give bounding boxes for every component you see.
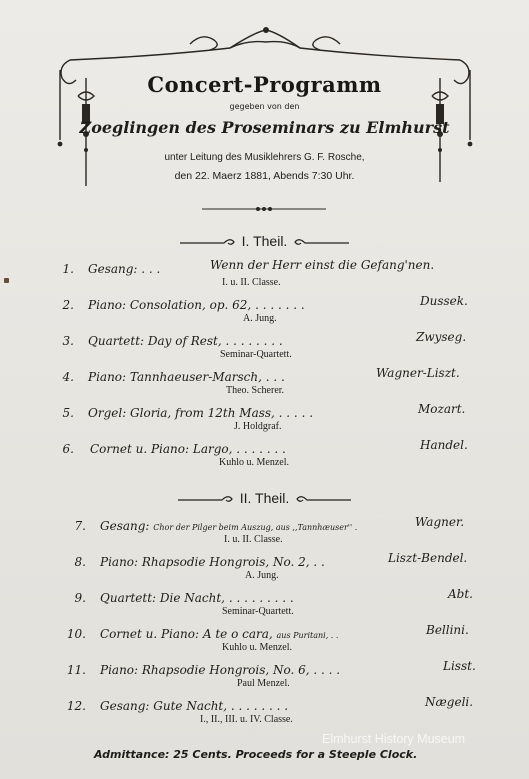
part-two-heading	[0, 490, 529, 506]
swirl-right-icon	[293, 494, 353, 504]
program-item	[0, 438, 529, 478]
program-item	[0, 294, 529, 334]
item-performer: Theo. Scherer.	[226, 385, 285, 396]
item-piece: Cornet u. Piano: Largo, . . . . . . .	[90, 442, 286, 456]
item-number: 3.	[62, 334, 74, 348]
item-number: 4.	[62, 370, 74, 384]
part-one-label: I. Theil.	[241, 233, 288, 249]
program-item	[0, 551, 529, 591]
part-one-heading	[0, 233, 529, 249]
item-composer: Nægeli.	[425, 695, 474, 709]
part-two-label: II. Theil.	[239, 490, 290, 506]
item-performer: A. Jung.	[243, 313, 277, 324]
item-performer: Seminar-Quartett.	[222, 606, 294, 617]
item-piece-detail: Chor der Pilger beim Auszug, aus ,,Tannhæuser'' .	[153, 523, 358, 532]
item-performer: I., II., III. u. IV. Classe.	[200, 714, 293, 725]
item-piece-title: Cornet u. Piano: A te o cara,	[100, 627, 273, 641]
item-number: 1.	[62, 262, 74, 276]
item-performer: I. u. II. Classe.	[222, 277, 281, 288]
item-piece: Piano: Consolation, op. 62, . . . . . . .	[88, 298, 305, 312]
admittance-footer: Admittance: 25 Cents. Proceeds for a Steeple Clock.	[94, 748, 418, 761]
item-composer: Wagner-Liszt.	[376, 366, 460, 380]
item-composer: Bellini.	[426, 623, 469, 637]
item-piece	[100, 627, 338, 641]
item-number: 2.	[62, 298, 74, 312]
item-piece-title: Gesang:	[100, 519, 150, 533]
program-item	[0, 258, 529, 298]
item-performer: A. Jung.	[245, 570, 279, 581]
header-divider	[202, 206, 326, 212]
item-composer: Lisst.	[443, 659, 476, 673]
item-composer: Mozart.	[418, 402, 466, 416]
item-piece	[100, 519, 357, 533]
item-piece: Piano: Tannhaeuser-Marsch, . . .	[88, 370, 285, 384]
item-composer: Dussek.	[420, 294, 468, 308]
program-item	[0, 695, 529, 735]
swirl-right-icon	[291, 237, 351, 247]
item-number: 8.	[74, 555, 86, 569]
item-performer: Paul Menzel.	[237, 678, 290, 689]
item-composer: Wenn der Herr einst die Gefang'nen.	[210, 258, 435, 272]
given-by-line: gegeben von den	[229, 102, 300, 111]
program-item	[0, 330, 529, 370]
item-piece-detail: aus Puritani, . .	[276, 631, 339, 640]
item-piece: Piano: Rhapsodie Hongrois, No. 6, . . . .	[100, 663, 341, 677]
item-composer: Handel.	[420, 438, 468, 452]
item-piece: Orgel: Gloria, from 12th Mass, . . . . .	[88, 406, 314, 420]
program-item	[0, 587, 529, 627]
item-piece: Quartett: Day of Rest, . . . . . . . .	[88, 334, 283, 348]
program-item	[0, 366, 529, 406]
item-number: 6.	[62, 442, 74, 456]
program-item	[0, 623, 529, 663]
paper-stain	[4, 278, 9, 283]
item-composer: Wagner.	[415, 515, 465, 529]
pupils-line: Zoeglingen des Proseminars zu Elmhurst	[79, 118, 450, 137]
item-piece: Gesang: Gute Nacht, . . . . . . . .	[100, 699, 289, 713]
item-performer: Seminar-Quartett.	[220, 349, 292, 360]
item-piece: Piano: Rhapsodie Hongrois, No. 2, . .	[100, 555, 325, 569]
item-number: 7.	[74, 519, 86, 533]
program-title: Concert-Programm	[147, 72, 382, 97]
program-item	[0, 515, 529, 555]
direction-line: unter Leitung des Musiklehrers G. F. Rosche,	[164, 152, 365, 163]
swirl-left-icon	[178, 237, 238, 247]
program-item	[0, 659, 529, 699]
item-performer: J. Holdgraf.	[234, 421, 282, 432]
item-performer: Kuhlo u. Menzel.	[219, 457, 289, 468]
date-line: den 22. Maerz 1881, Abends 7:30 Uhr.	[174, 170, 355, 182]
item-number: 11.	[66, 663, 86, 677]
program-item	[0, 402, 529, 442]
item-number: 5.	[62, 406, 74, 420]
item-composer: Abt.	[448, 587, 473, 601]
item-number: 12.	[66, 699, 86, 713]
item-piece: Quartett: Die Nacht, . . . . . . . . .	[100, 591, 294, 605]
item-piece: Gesang: . . .	[88, 262, 161, 276]
swirl-left-icon	[176, 494, 236, 504]
item-number: 9.	[74, 591, 86, 605]
item-performer: Kuhlo u. Menzel.	[222, 642, 292, 653]
item-composer: Zwyseg.	[416, 330, 467, 344]
museum-watermark: Elmhurst History Museum	[322, 732, 466, 746]
item-number: 10.	[66, 627, 86, 641]
item-composer: Liszt-Bendel.	[388, 551, 468, 565]
item-performer: I. u. II. Classe.	[224, 534, 283, 545]
